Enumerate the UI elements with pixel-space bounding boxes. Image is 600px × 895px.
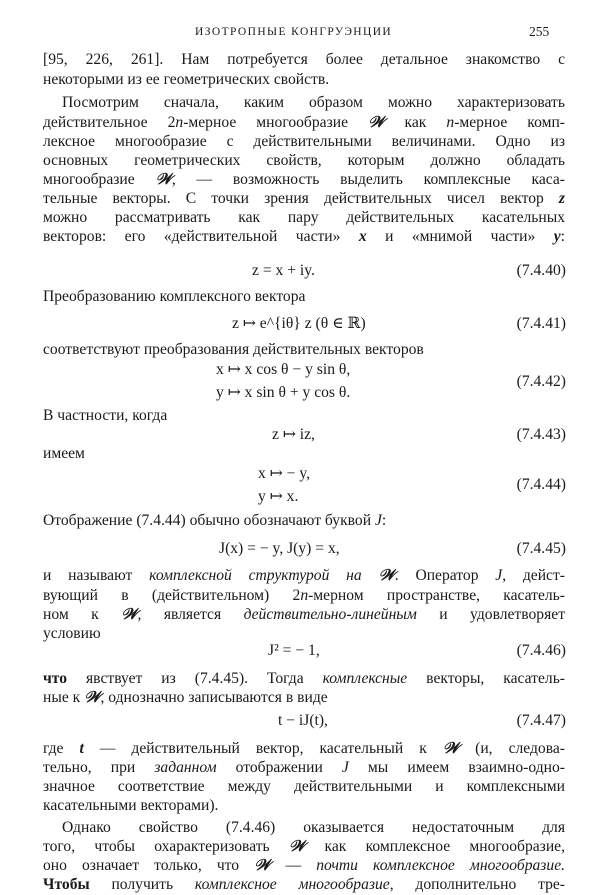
text-line: оно означает только, что 𝒲 — почти комплексное многообразие. [43, 857, 566, 875]
equation-number: (7.4.47) [516, 712, 566, 730]
equation-number: (7.4.45) [516, 539, 566, 557]
text-line: того, чтобы охарактеризовать 𝒲 как комплексное многообразие, [43, 838, 565, 856]
equation-number: (7.4.44) [516, 475, 566, 493]
equation-7-4-42-line-1: x ↦ x cos θ − y sin θ, [216, 361, 351, 379]
text-line: ные к 𝒲, однозначно записываются в виде [43, 689, 328, 707]
equation-7-4-40: z = x + iy. [252, 262, 315, 280]
text-line: значное соответствие между действительными и комплексными [43, 778, 565, 796]
text-line: тельно, при заданном отображении J мы имеем взаимно-одно- [43, 759, 565, 777]
equation-7-4-41: z ↦ e^{iθ} z (θ ∈ ℝ) [232, 315, 366, 333]
equation-7-4-44-line-2: y ↦ x. [258, 487, 299, 505]
text-line: В частности, когда [43, 407, 168, 425]
equation-number: (7.4.46) [516, 641, 566, 659]
equation-7-4-46: J² = − 1, [268, 641, 320, 659]
text-line: действительное 2n-мерное многообразие 𝒲 как n-мерное комп- [43, 113, 565, 131]
equation-7-4-42-line-2: y ↦ x sin θ + y cos θ. [216, 384, 351, 402]
equation-7-4-47: t − iJ(t), [278, 712, 328, 730]
equation-7-4-44-line-1: x ↦ − y, [258, 464, 311, 482]
equation-number: (7.4.40) [516, 262, 566, 280]
text-line: вующий в (действительном) 2n-мерном пространстве, касатель- [43, 586, 565, 604]
text-line: Посмотрим сначала, каким образом можно характеризовать [62, 93, 565, 111]
text-line: соответствуют преобразования действительных векторов [43, 341, 424, 359]
text-line: тельные векторы. С точки зрения действительных чисел вектор z [43, 189, 565, 207]
text-line: Чтобы получить комплексное многообразие, дополнительно тре- [43, 876, 565, 893]
equation-number: (7.4.42) [516, 373, 566, 391]
page-number: 255 [529, 24, 550, 39]
text-line: многообразие 𝒲, — возможность выделить комплексные каса- [43, 170, 565, 188]
equation-number: (7.4.43) [516, 426, 566, 444]
text-line: ном к 𝒲, является действительно-линейным и удовлетворяет [43, 605, 566, 623]
running-title: ИЗОТРОПНЫЕ КОНГРУЭНЦИИ [195, 26, 393, 38]
text-line: векторов: его «действительной части» x и «мнимой части» y: [43, 227, 566, 245]
text-line: Отображение (7.4.44) обычно обозначают буквой J: [43, 511, 387, 529]
equation-7-4-45: J(x) = − y, J(y) = x, [219, 539, 340, 557]
equation-number: (7.4.41) [516, 315, 566, 333]
text-line: касательными векторами). [43, 797, 219, 815]
equation-7-4-43: z ↦ iz, [272, 426, 315, 444]
text-line: Однако свойство (7.4.46) оказывается недостаточным для [62, 819, 565, 837]
text-line: Преобразованию комплексного вектора [43, 288, 306, 306]
text-line: условию [43, 624, 101, 642]
text-line: основных геометрических свойств, которым должно обладать [43, 151, 565, 169]
text-line: [95, 226, 261]. Нам потребуется более детальное знакомство с [43, 51, 565, 68]
text-line: и называют комплексной структурой на 𝒲. Оператор J, дейст- [43, 566, 565, 584]
text-line: имеем [43, 445, 85, 463]
text-line: лексное многообразие с действительными величинами. Одно из [43, 132, 565, 150]
text-line: что явствует из (7.4.45). Тогда комплексные векторы, касатель- [43, 669, 565, 687]
text-line: где t — действительный вектор, касательный к 𝒲 (и, следова- [43, 740, 565, 758]
text-line: некоторыми из ее геометрических свойств. [43, 70, 330, 88]
text-line: можно рассматривать как пару действительных касательных [43, 208, 565, 226]
